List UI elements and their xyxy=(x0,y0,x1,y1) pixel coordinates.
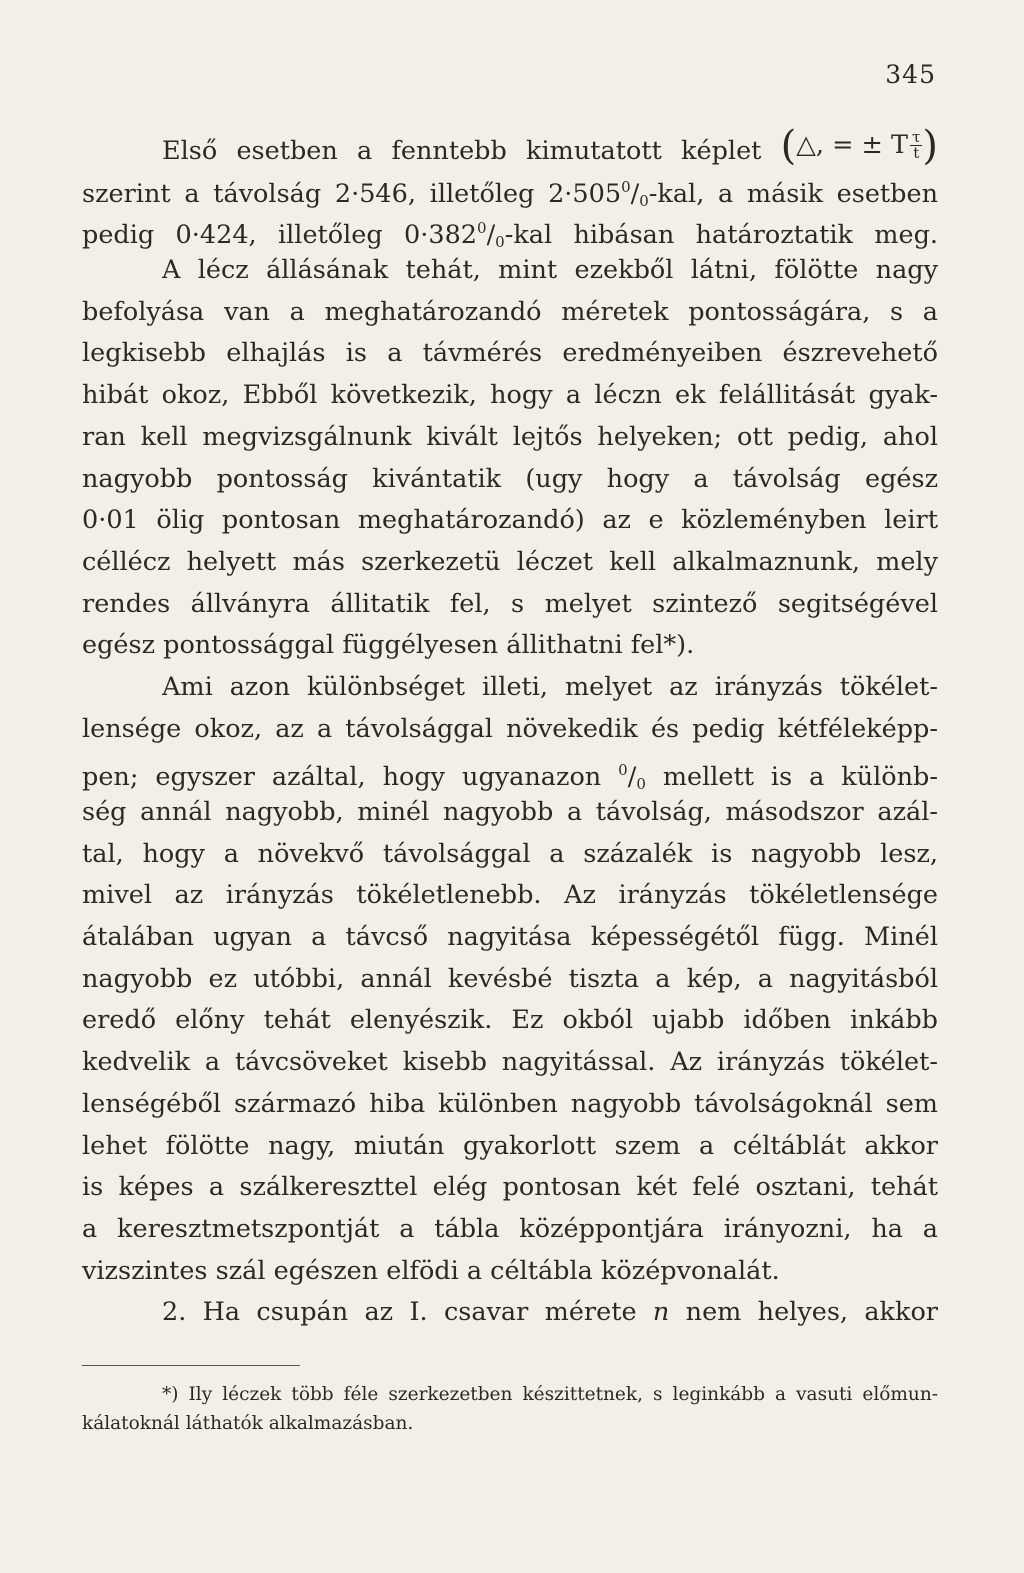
text-line: Ami azon különbséget illeti, melyet az irányzás tökélet- xyxy=(162,671,938,702)
text-line: rendes állványra állitatik fel, s melyet szintező segitségével xyxy=(82,588,938,619)
text-line: A lécz állásának tehát, mint ezekből látni, fölötte nagy xyxy=(162,255,938,286)
text-line: egész pontossággal függélyesen állithatni fel*). xyxy=(82,630,695,661)
text-line: nagyobb ez utóbbi, annál kevésbé tiszta a kép, a nagyitásból xyxy=(82,963,938,994)
formula: ( △ , = ± T $\frac{\tau}{t}$ ) xyxy=(780,122,938,169)
text-line: átalában ugyan a távcső nagyitása képességétől függ. Minél xyxy=(82,922,938,953)
triangle-symbol: △ xyxy=(796,130,816,160)
text-line: lenségéből származó hiba különben nagyobb távolságoknál sem xyxy=(82,1088,938,1119)
text-line: szerint a távolság 2·546, illetőleg $2\cdot 505^0/_0$-kal, a másik esetben xyxy=(82,177,939,210)
footnote-divider xyxy=(82,1365,300,1366)
page-number: 345 xyxy=(885,60,936,89)
text-line: is képes a szálkereszttel elég pontosan két felé osztani, tehát xyxy=(82,1172,938,1203)
text-line: befolyása van a meghatározandó méretek pontosságára, s a xyxy=(82,296,938,327)
text-line: nagyobb pontosság kivántatik (ugy hogy a távolság egész xyxy=(82,463,938,494)
footnote-line: kálatoknál láthatók alkalmazásban. xyxy=(82,1413,414,1434)
text-line: lehet fölötte nagy, miután gyakorlott szem a céltáblát akkor xyxy=(82,1130,938,1161)
text-line: vizszintes szál egészen elfödi a céltábla középvonalát. xyxy=(82,1255,780,1286)
text-line: 2. Ha csupán az I. csavar mérete n nem helyes, akkor xyxy=(162,1297,938,1328)
text-line: tal, hogy a növekvő távolsággal a százalék is nagyobb lesz, xyxy=(82,838,938,869)
footnote-line: *) Ily léczek több féle szerkezetben készittetnek, s leginkább a vasuti előmun- xyxy=(162,1384,938,1405)
text-line: ran kell megvizsgálnunk kivált lejtős helyeken; ott pedig, ahol xyxy=(82,421,938,452)
text-line: lensége okoz, az a távolsággal növekedik és pedig kétféleképp- xyxy=(82,713,938,744)
text-line: céllécz helyett más szerkezetü léczet kell alkalmaznunk, mely xyxy=(82,546,938,577)
text-line: 0·01 ölig pontosan meghatározandó) az e közleményben leirt xyxy=(82,505,938,536)
text-line: mivel az irányzás tökéletlenebb. Az irányzás tökéletlensége xyxy=(82,880,938,911)
text-line: ség annál nagyobb, minél nagyobb a távolság, másodszor azál- xyxy=(82,797,938,827)
body-text xyxy=(82,122,939,1334)
text-line: pen; egyszer azáltal, hogy ugyanazon $^0/_0$ mellett is a különb- xyxy=(82,761,938,794)
footnote xyxy=(82,1380,938,1438)
text-line: pedig 0·424, illetőleg $0\cdot 382^0/_0$-kal hibásan határoztatik meg. xyxy=(82,219,938,252)
text-line: eredő előny tehát elenyészik. Ez okból ujabb időben inkább xyxy=(82,1005,938,1036)
formula-fraction: $\frac{\tau}{t}$ xyxy=(912,128,921,163)
text-line: kedvelik a távcsöveket kisebb nagyitással. Az irányzás tökélet- xyxy=(82,1047,938,1078)
text-line: hibát okoz, Ebből következik, hogy a léczn ek felállitását gyak- xyxy=(82,380,938,411)
text-line: legkisebb elhajlás is a távmérés eredményeiben észrevehető xyxy=(82,338,938,369)
text-line: a keresztmetszpontját a tábla középpontjára irányozni, ha a xyxy=(82,1213,938,1244)
text-line: Első esetben a fenntebb kimutatott képlet ( △ , = ± T $\frac{\tau}{t}$ ) xyxy=(162,122,938,169)
